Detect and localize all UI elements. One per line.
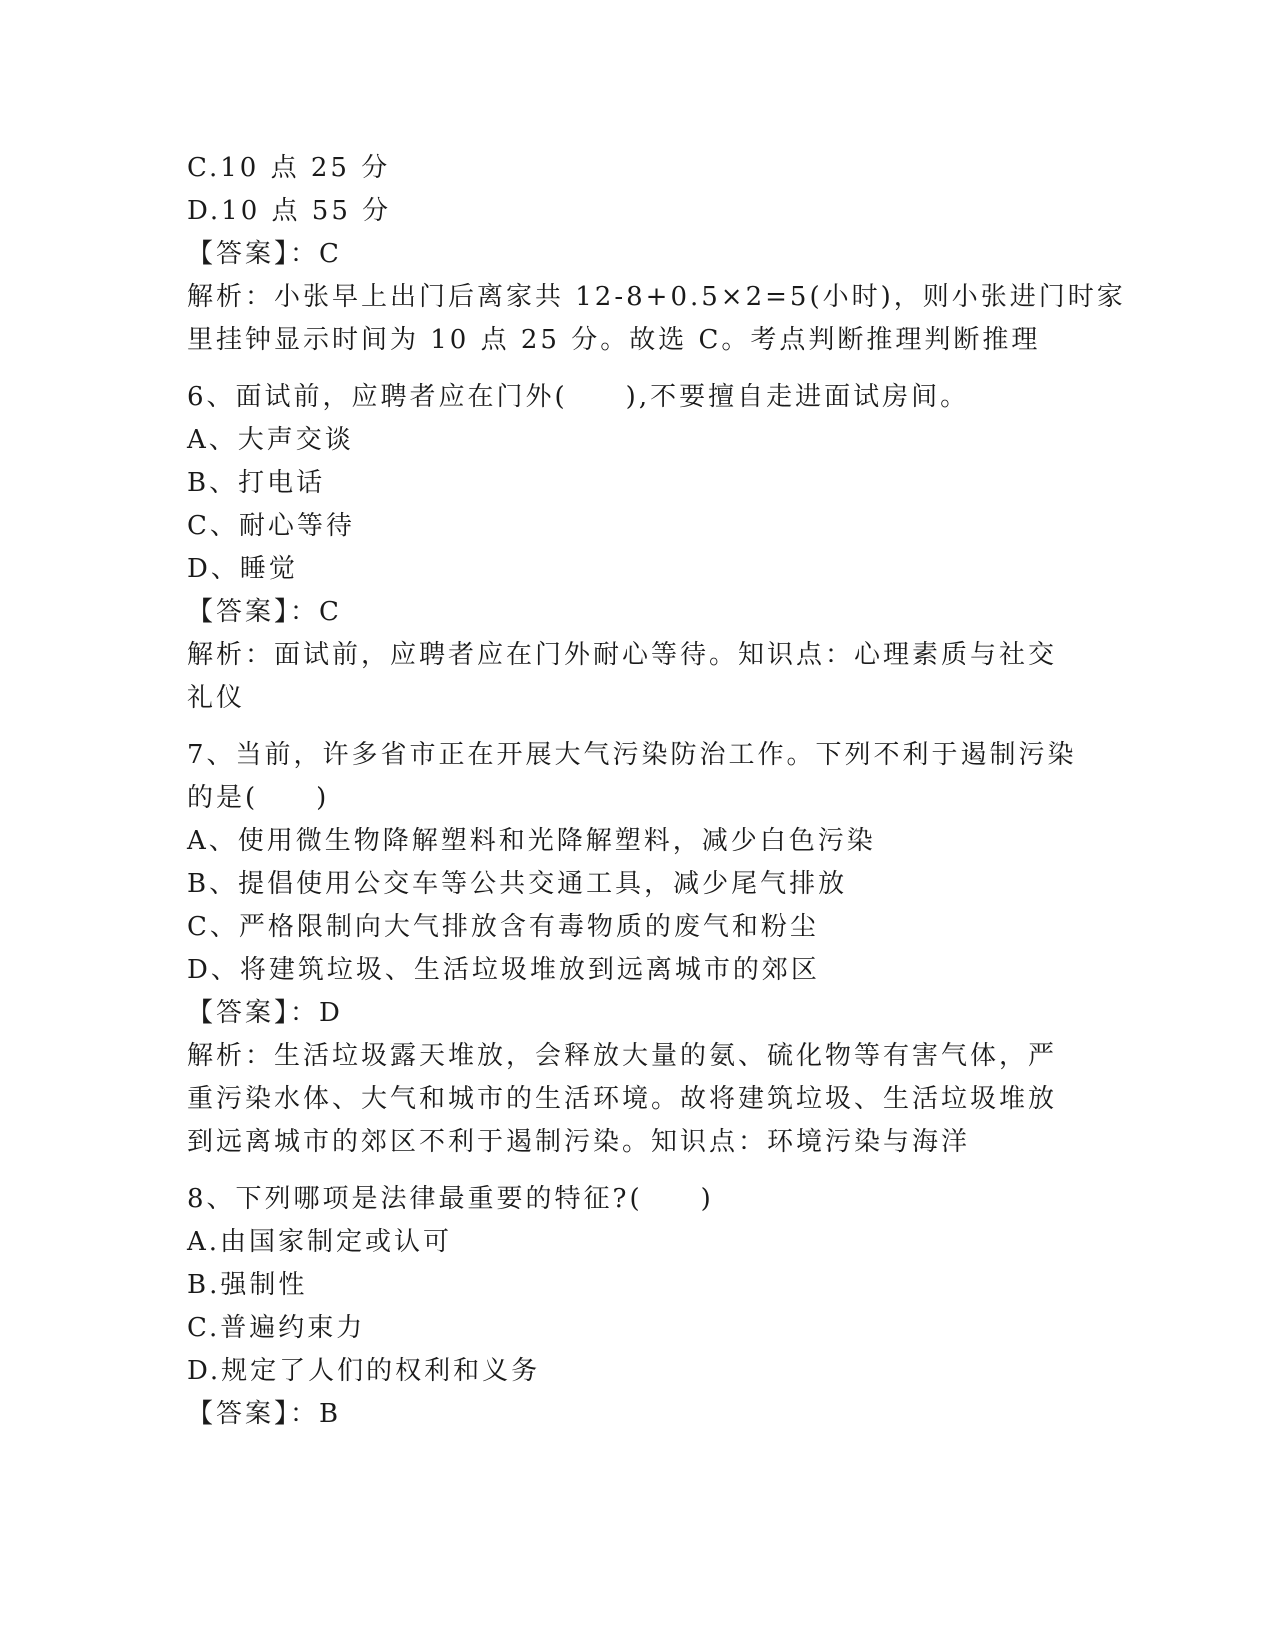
- answer: 【答案】：C: [187, 597, 342, 627]
- question-6: [187, 376, 1087, 720]
- option-c: C、耐心等待: [187, 511, 355, 541]
- question-8: [187, 1178, 1087, 1436]
- analysis-line: 解析：生活垃圾露天堆放，会释放大量的氨、硫化物等有害气体，严: [187, 1041, 1058, 1071]
- question-stem: 的是( ): [187, 783, 330, 813]
- option-a: A.由国家制定或认可: [187, 1227, 453, 1257]
- option-a: A、大声交谈: [187, 425, 354, 455]
- question-stem: 6、面试前，应聘者应在门外( ),不要擅自走进面试房间。: [187, 382, 970, 412]
- option-d: D.10 点 55 分: [187, 196, 392, 226]
- option-d: D、将建筑垃圾、生活垃圾堆放到远离城市的郊区: [187, 955, 820, 985]
- analysis-line: 重污染水体、大气和城市的生活环境。故将建筑垃圾、生活垃圾堆放: [187, 1084, 1058, 1114]
- option-d: D.规定了人们的权利和义务: [187, 1356, 541, 1386]
- option-c: C.10 点 25 分: [187, 153, 391, 183]
- analysis-line: 到远离城市的郊区不利于遏制污染。知识点：环境污染与海洋: [187, 1127, 971, 1157]
- answer: 【答案】：B: [187, 1399, 342, 1429]
- option-b: B、提倡使用公交车等公共交通工具，减少尾气排放: [187, 869, 848, 899]
- answer: 【答案】：D: [187, 998, 343, 1028]
- option-a: A、使用微生物降解塑料和光降解塑料，减少白色污染: [187, 826, 876, 856]
- analysis-line: 礼仪: [187, 683, 246, 713]
- question-stem: 8、下列哪项是法律最重要的特征?( ): [187, 1184, 714, 1214]
- option-b: B.强制性: [187, 1270, 308, 1300]
- option-d: D、睡觉: [187, 554, 298, 584]
- previous-question-tail: [187, 147, 1126, 362]
- option-c: C.普遍约束力: [187, 1313, 366, 1343]
- question-content: [187, 147, 1126, 1436]
- analysis-line: 解析：面试前，应聘者应在门外耐心等待。知识点：心理素质与社交: [187, 640, 1058, 670]
- analysis-line: 里挂钟显示时间为 10 点 25 分。故选 C。考点判断推理判断推理: [187, 325, 1041, 355]
- question-stem: 7、当前，许多省市正在开展大气污染防治工作。下列不利于遏制污染: [187, 740, 1077, 770]
- question-7: [187, 734, 1087, 1164]
- answer: 【答案】：C: [187, 239, 342, 269]
- option-c: C、严格限制向大气排放含有毒物质的废气和粉尘: [187, 912, 819, 942]
- analysis-line: 解析：小张早上出门后离家共 12-8+0.5×2=5(小时)，则小张进门时家: [187, 282, 1126, 312]
- option-b: B、打电话: [187, 468, 326, 498]
